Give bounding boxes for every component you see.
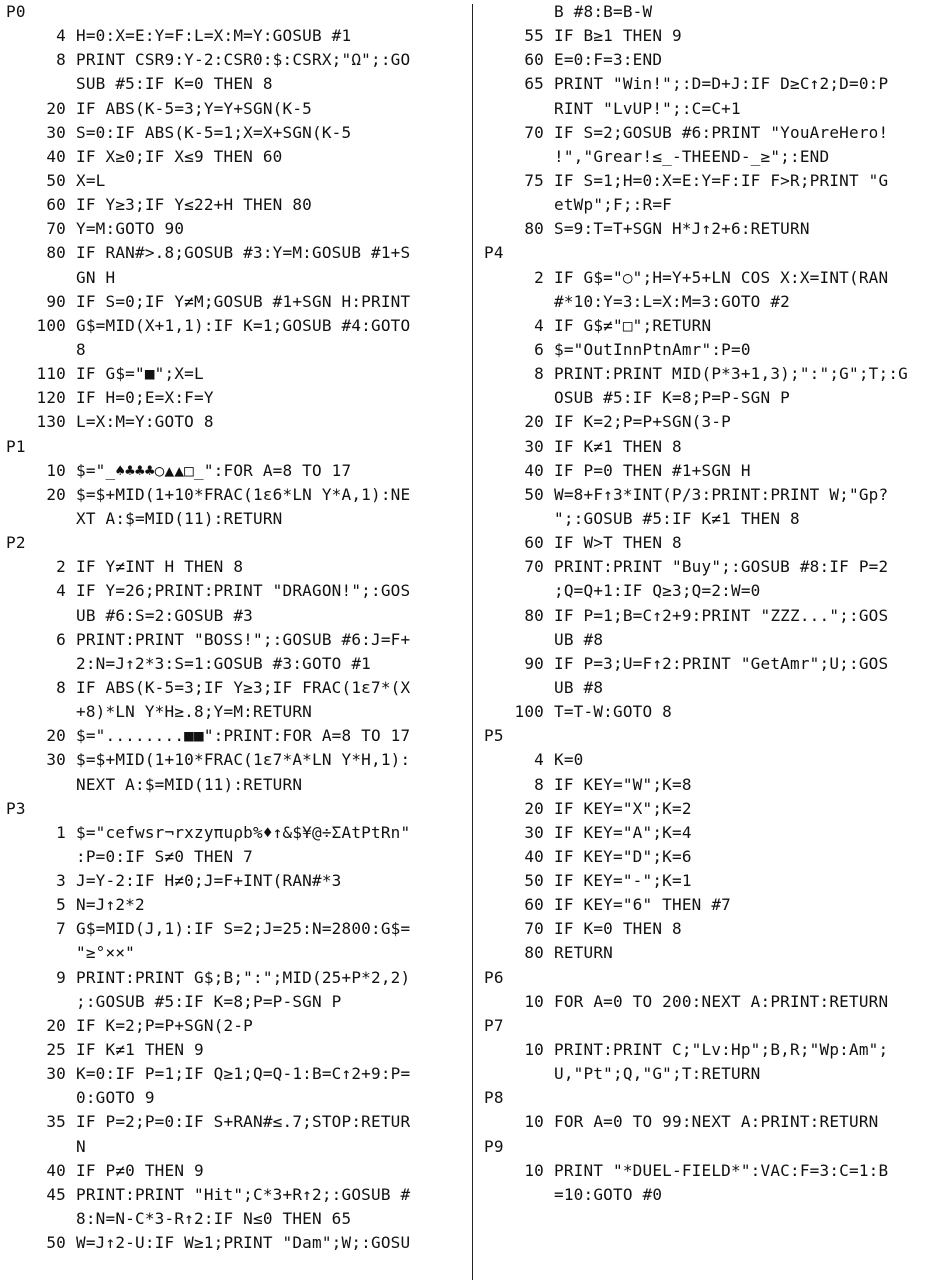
code-text: PRINT:PRINT "Buy";:GOSUB #8:IF P=2	[554, 557, 889, 577]
program-area-header	[478, 1014, 944, 1038]
code-text: IF ABS(K-5=3;IF Y≥3;IF FRAC(1ε7*(X	[76, 677, 411, 697]
code-line	[0, 628, 468, 652]
code-line	[0, 48, 468, 72]
code-text: IF KEY="A";K=4	[554, 822, 692, 842]
line-number: 60	[524, 50, 544, 70]
code-line-continuation	[0, 1207, 468, 1231]
code-line	[478, 483, 944, 507]
code-text: FOR A=0 TO 99:NEXT A:PRINT:RETURN	[554, 1112, 879, 1132]
code-text: GN H	[76, 267, 116, 287]
line-number: 4	[534, 750, 544, 770]
line-number: 6	[56, 629, 66, 649]
code-line	[478, 797, 944, 821]
line-number: 20	[46, 484, 66, 504]
line-number: 40	[46, 146, 66, 166]
code-text: ;:GOSUB #5:IF K=8;P=P-SGN P	[76, 991, 342, 1011]
line-number: 80	[524, 943, 544, 963]
code-line	[0, 869, 468, 893]
code-text: K=0:IF P=1;IF Q≥1;Q=Q-1:B=C↑2+9:P=	[76, 1064, 411, 1084]
line-number: 35	[46, 1112, 66, 1132]
code-text: RINT "LvUP!";:C=C+1	[554, 98, 741, 118]
code-line-continuation	[0, 338, 468, 362]
code-text: UB #6:S=2:GOSUB #3	[76, 605, 253, 625]
code-line	[0, 555, 468, 579]
line-number: 9	[56, 967, 66, 987]
code-line	[478, 121, 944, 145]
code-line	[478, 821, 944, 845]
line-number: 2	[534, 267, 544, 287]
code-text: IF W>T THEN 8	[554, 533, 682, 553]
line-number: 5	[56, 895, 66, 915]
code-line	[0, 1062, 468, 1086]
code-line	[478, 604, 944, 628]
code-line	[478, 48, 944, 72]
code-text: IF K=0 THEN 8	[554, 919, 682, 939]
line-number: 3	[56, 871, 66, 891]
line-number: 30	[46, 750, 66, 770]
code-text: ";:GOSUB #5:IF K≠1 THEN 8	[554, 508, 800, 528]
code-line	[0, 121, 468, 145]
code-text: IF RAN#>.8;GOSUB #3:Y=M:GOSUB #1+S	[76, 243, 411, 263]
code-text: $="_♠♣♣♣○▲▲□_":FOR A=8 TO 17	[76, 460, 352, 480]
code-line-continuation	[478, 628, 944, 652]
code-line	[0, 1231, 468, 1255]
line-number: 80	[524, 219, 544, 239]
code-line-continuation	[0, 1135, 468, 1159]
code-text: 8	[76, 339, 86, 359]
code-text: =10:GOTO #0	[554, 1184, 663, 1204]
code-line	[0, 241, 468, 265]
code-line	[0, 386, 468, 410]
code-line-continuation	[478, 676, 944, 700]
code-text: $=$+MID(1+10*FRAC(1ε6*LN Y*A,1):NE	[76, 484, 411, 504]
line-number: 4	[56, 581, 66, 601]
code-text: "≥°××"	[76, 943, 135, 963]
line-number: 60	[46, 195, 66, 215]
code-line-continuation	[478, 97, 944, 121]
code-line	[0, 459, 468, 483]
code-line	[0, 145, 468, 169]
line-number: 100	[36, 315, 66, 335]
code-text: K=0	[554, 750, 584, 770]
code-text: L=X:M=Y:GOTO 8	[76, 412, 214, 432]
code-line-continuation	[0, 652, 468, 676]
line-number: 30	[524, 822, 544, 842]
code-text: FOR A=0 TO 200:NEXT A:PRINT:RETURN	[554, 991, 889, 1011]
code-line-continuation	[478, 290, 944, 314]
line-number: 70	[524, 122, 544, 142]
line-number: 1	[56, 822, 66, 842]
program-area-header	[478, 1086, 944, 1110]
code-text: IF P=0 THEN #1+SGN H	[554, 460, 751, 480]
code-text: U,"Pt";Q,"G";T:RETURN	[554, 1064, 761, 1084]
code-text: IF P≠0 THEN 9	[76, 1160, 204, 1180]
code-line	[0, 917, 468, 941]
code-text: IF H=0;E=X:F=Y	[76, 388, 214, 408]
code-text: IF K≠1 THEN 8	[554, 436, 682, 456]
code-text: PRINT:PRINT "Hit";C*3+R↑2;:GOSUB #	[76, 1184, 411, 1204]
code-text: IF K=2;P=P+SGN(2-P	[76, 1015, 253, 1035]
code-text: 8:N=N-C*3-R↑2:IF N≤0 THEN 65	[76, 1209, 352, 1229]
program-area-header	[0, 797, 468, 821]
code-text: IF G$≠"□";RETURN	[554, 315, 712, 335]
line-number: 4	[534, 315, 544, 335]
line-number: 80	[46, 243, 66, 263]
code-line	[478, 652, 944, 676]
code-text: W=J↑2-U:IF W≥1;PRINT "Dam";W;:GOSU	[76, 1233, 411, 1253]
code-text: Y=M:GOTO 90	[76, 219, 185, 239]
code-text: IF S=2;GOSUB #6:PRINT "YouAreHero!	[554, 122, 889, 142]
code-text: etWp";F;:R=F	[554, 195, 672, 215]
code-line	[0, 483, 468, 507]
line-number: 75	[524, 170, 544, 190]
code-line-continuation	[478, 145, 944, 169]
line-number: 40	[524, 460, 544, 480]
code-text: IF P=3;U=F↑2:PRINT "GetAmr";U;:GOS	[554, 653, 889, 673]
code-text: ;Q=Q+1:IF Q≥3;Q=2:W=0	[554, 581, 761, 601]
code-line	[0, 821, 468, 845]
code-line	[0, 314, 468, 338]
code-line	[478, 1159, 944, 1183]
code-line	[478, 893, 944, 917]
line-number: 40	[46, 1160, 66, 1180]
code-text: IF Y=26;PRINT:PRINT "DRAGON!";:GOS	[76, 581, 411, 601]
program-area-label: P7	[484, 1015, 504, 1035]
code-line-continuation	[0, 266, 468, 290]
line-number: 70	[524, 919, 544, 939]
line-number: 7	[56, 919, 66, 939]
code-text: W=8+F↑3*INT(P/3:PRINT:PRINT W;"Gp?	[554, 484, 889, 504]
line-number: 8	[534, 364, 544, 384]
program-area-header	[0, 435, 468, 459]
column-divider	[472, 4, 473, 1280]
line-number: 2	[56, 557, 66, 577]
line-number: 130	[36, 412, 66, 432]
code-line	[0, 724, 468, 748]
code-text: PRINT "Win!";:D=D+J:IF D≥C↑2;D=0:P	[554, 74, 889, 94]
code-text: T=T-W:GOTO 8	[554, 702, 672, 722]
line-number: 100	[514, 702, 544, 722]
code-line-continuation	[478, 0, 944, 24]
code-text: N=J↑2*2	[76, 895, 145, 915]
program-area-header	[478, 1135, 944, 1159]
code-text: IF KEY="-";K=1	[554, 871, 692, 891]
code-text: IF B≥1 THEN 9	[554, 26, 682, 46]
line-number: 10	[524, 1040, 544, 1060]
code-text: $=$+MID(1+10*FRAC(1ε7*A*LN Y*H,1):	[76, 750, 411, 770]
code-text: IF K=2;P=P+SGN(3-P	[554, 412, 731, 432]
line-number: 6	[534, 339, 544, 359]
code-text: UB #8	[554, 677, 604, 697]
code-text: :P=0:IF S≠0 THEN 7	[76, 846, 253, 866]
code-text: IF G$="○";H=Y+5+LN COS X:X=INT(RAN	[554, 267, 889, 287]
code-line	[0, 676, 468, 700]
program-area-header	[478, 724, 944, 748]
code-text: PRINT:PRINT C;"Lv:Hp";B,R;"Wp:Am";	[554, 1040, 889, 1060]
code-text: E=0:F=3:END	[554, 50, 663, 70]
code-line	[0, 290, 468, 314]
code-text: J=Y-2:IF H≠0;J=F+INT(RAN#*3	[76, 871, 342, 891]
code-line	[478, 266, 944, 290]
code-line	[478, 869, 944, 893]
code-text: !","Grear!≤_-THEEND-_≥";:END	[554, 146, 830, 166]
line-number: 60	[524, 533, 544, 553]
code-line	[478, 314, 944, 338]
code-text: 0:GOTO 9	[76, 1088, 155, 1108]
code-line	[0, 1183, 468, 1207]
code-line-continuation	[0, 773, 468, 797]
code-line	[478, 555, 944, 579]
right-code-column	[478, 0, 944, 1280]
code-line-continuation	[478, 507, 944, 531]
code-text: IF S=1;H=0:X=E:Y=F:IF F>R;PRINT "G	[554, 170, 889, 190]
code-line	[0, 1159, 468, 1183]
code-text: S=0:IF ABS(K-5=1;X=X+SGN(K-5	[76, 122, 352, 142]
line-number: 50	[524, 871, 544, 891]
code-text: IF ABS(K-5=3;Y=Y+SGN(K-5	[76, 98, 312, 118]
code-line	[0, 97, 468, 121]
code-text: IF KEY="6" THEN #7	[554, 895, 731, 915]
line-number: 50	[46, 170, 66, 190]
code-text: PRINT CSR9:Y-2:CSR0:$:CSRX;"Ω";:GO	[76, 50, 411, 70]
code-line-continuation	[478, 1062, 944, 1086]
code-line-continuation	[478, 579, 944, 603]
line-number: 10	[524, 991, 544, 1011]
code-text: PRINT "*DUEL-FIELD*":VAC:F=3:C=1:B	[554, 1160, 889, 1180]
code-line-continuation	[478, 193, 944, 217]
line-number: 70	[524, 557, 544, 577]
code-line	[478, 217, 944, 241]
line-number: 120	[36, 388, 66, 408]
code-line	[478, 435, 944, 459]
code-line	[478, 362, 944, 386]
code-line-continuation	[0, 1086, 468, 1110]
line-number: 10	[524, 1112, 544, 1132]
line-number: 8	[534, 774, 544, 794]
code-line-continuation	[478, 1183, 944, 1207]
line-number: 20	[46, 726, 66, 746]
code-line	[0, 410, 468, 434]
code-line	[478, 1110, 944, 1134]
code-text: IF S=0;IF Y≠M;GOSUB #1+SGN H:PRINT	[76, 291, 411, 311]
line-number: 70	[46, 219, 66, 239]
code-line-continuation	[478, 386, 944, 410]
code-line	[478, 1038, 944, 1062]
code-line	[0, 966, 468, 990]
code-text: $="........■■":PRINT:FOR A=8 TO 17	[76, 726, 411, 746]
code-line	[478, 990, 944, 1014]
line-number: 45	[46, 1184, 66, 1204]
code-line	[478, 748, 944, 772]
code-text: XT A:$=MID(11):RETURN	[76, 508, 283, 528]
code-line	[478, 72, 944, 96]
code-text: IF K≠1 THEN 9	[76, 1040, 204, 1060]
code-line	[0, 1038, 468, 1062]
line-number: 30	[46, 122, 66, 142]
code-line	[478, 169, 944, 193]
code-text: +8)*LN Y*H≥.8;Y=M:RETURN	[76, 702, 312, 722]
code-line	[478, 845, 944, 869]
code-text: #*10:Y=3:L=X:M=3:GOTO #2	[554, 291, 790, 311]
line-number: 90	[46, 291, 66, 311]
code-text: IF G$="■";X=L	[76, 364, 204, 384]
code-text: OSUB #5:IF K=8;P=P-SGN P	[554, 388, 790, 408]
code-text: NEXT A:$=MID(11):RETURN	[76, 774, 303, 794]
code-line-continuation	[0, 845, 468, 869]
line-number: 20	[524, 798, 544, 818]
code-text: SUB #5:IF K=0 THEN 8	[76, 74, 273, 94]
code-line	[478, 773, 944, 797]
code-text: UB #8	[554, 629, 604, 649]
line-number: 20	[524, 412, 544, 432]
line-number: 60	[524, 895, 544, 915]
code-line	[0, 217, 468, 241]
code-text: PRINT:PRINT "BOSS!";:GOSUB #6:J=F+	[76, 629, 411, 649]
code-line	[478, 700, 944, 724]
line-number: 25	[46, 1040, 66, 1060]
code-text: $="OutInnPtnAmr":P=0	[554, 339, 751, 359]
program-area-label: P2	[6, 533, 26, 553]
program-area-label: P4	[484, 243, 504, 263]
program-area-label: P0	[6, 2, 26, 21]
line-number: 55	[524, 26, 544, 46]
code-line	[478, 531, 944, 555]
code-line	[0, 1014, 468, 1038]
line-number: 30	[46, 1064, 66, 1084]
line-number: 65	[524, 74, 544, 94]
code-text: IF KEY="D";K=6	[554, 846, 692, 866]
program-area-label: P6	[484, 967, 504, 987]
code-text: 2:N=J↑2*3:S=1:GOSUB #3:GOTO #1	[76, 653, 371, 673]
code-text: RETURN	[554, 943, 613, 963]
code-line	[478, 459, 944, 483]
program-area-header	[478, 966, 944, 990]
line-number: 10	[524, 1160, 544, 1180]
code-line	[478, 941, 944, 965]
program-area-header	[0, 0, 468, 24]
program-area-header	[478, 241, 944, 265]
code-text: IF Y≥3;IF Y≤22+H THEN 80	[76, 195, 312, 215]
code-line	[478, 338, 944, 362]
code-line-continuation	[0, 941, 468, 965]
program-area-label: P1	[6, 436, 26, 456]
code-line	[478, 24, 944, 48]
code-text: IF Y≠INT H THEN 8	[76, 557, 244, 577]
code-line-continuation	[0, 604, 468, 628]
code-text: IF P=2;P=0:IF S+RAN#≤.7;STOP:RETUR	[76, 1112, 411, 1132]
code-line	[0, 362, 468, 386]
code-text: $="cefwsr¬rxzyπuρb%♦↑&$¥@÷ΣAtPtRn"	[76, 822, 411, 842]
code-text: IF KEY="X";K=2	[554, 798, 692, 818]
code-text: IF X≥0;IF X≤9 THEN 60	[76, 146, 283, 166]
line-number: 20	[46, 1015, 66, 1035]
code-line	[478, 410, 944, 434]
code-line-continuation	[0, 990, 468, 1014]
line-number: 80	[524, 605, 544, 625]
code-line	[0, 579, 468, 603]
program-area-label: P3	[6, 798, 26, 818]
line-number: 40	[524, 846, 544, 866]
code-line	[0, 893, 468, 917]
code-text: IF P=1;B=C↑2+9:PRINT "ZZZ...";:GOS	[554, 605, 889, 625]
line-number: 90	[524, 653, 544, 673]
program-area-label: P9	[484, 1136, 504, 1156]
line-number: 20	[46, 98, 66, 118]
code-text: IF KEY="W";K=8	[554, 774, 692, 794]
line-number: 50	[46, 1233, 66, 1253]
program-area-label: P8	[484, 1088, 504, 1108]
code-line-continuation	[0, 72, 468, 96]
code-text: N	[76, 1136, 86, 1156]
code-line-continuation	[0, 700, 468, 724]
left-code-column	[0, 0, 468, 1280]
code-line	[0, 193, 468, 217]
code-text: PRINT:PRINT G$;B;":";MID(25+P*2,2)	[76, 967, 411, 987]
code-text: H=0:X=E:Y=F:L=X:M=Y:GOSUB #1	[76, 26, 352, 46]
code-line	[478, 917, 944, 941]
code-text: G$=MID(X+1,1):IF K=1;GOSUB #4:GOTO	[76, 315, 411, 335]
code-text: S=9:T=T+SGN H*J↑2+6:RETURN	[554, 219, 810, 239]
code-text: G$=MID(J,1):IF S=2;J=25:N=2800:G$=	[76, 919, 411, 939]
line-number: 50	[524, 484, 544, 504]
line-number: 10	[46, 460, 66, 480]
program-area-label: P5	[484, 726, 504, 746]
code-text: B #8:B=B-W	[554, 2, 653, 21]
program-area-header	[0, 531, 468, 555]
line-number: 110	[36, 364, 66, 384]
line-number: 4	[56, 26, 66, 46]
line-number: 8	[56, 50, 66, 70]
code-line	[0, 1110, 468, 1134]
code-text: PRINT:PRINT MID(P*3+1,3);":";G";T;:G	[554, 364, 908, 384]
line-number: 30	[524, 436, 544, 456]
code-line	[0, 169, 468, 193]
code-line-continuation	[0, 507, 468, 531]
code-line	[0, 748, 468, 772]
code-text: X=L	[76, 170, 106, 190]
line-number: 8	[56, 677, 66, 697]
code-line	[0, 24, 468, 48]
